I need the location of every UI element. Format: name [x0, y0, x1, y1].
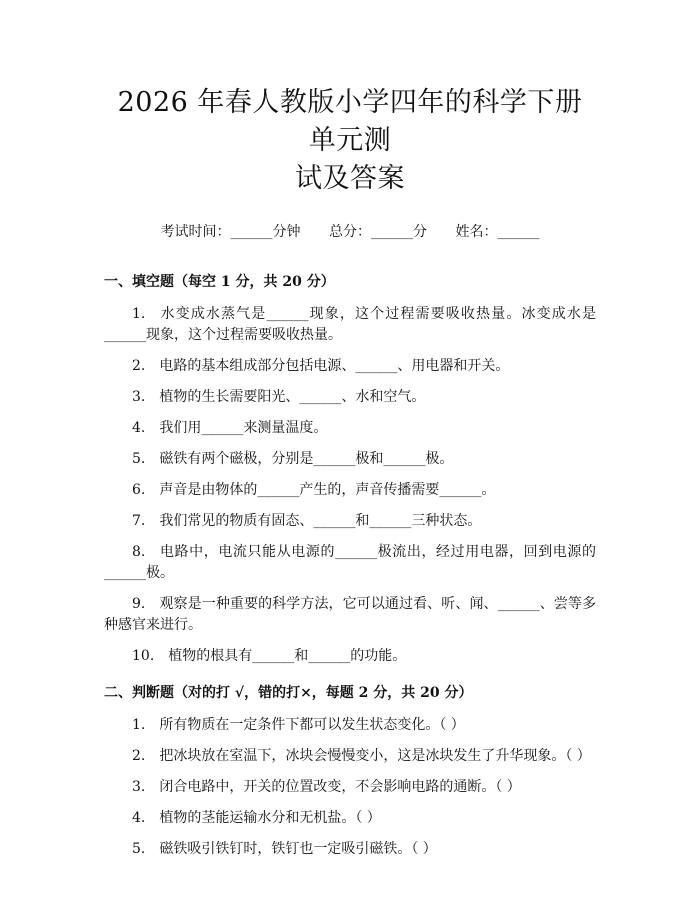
question-number: 2.: [132, 748, 146, 764]
question-text: 植物的根具有______和______的功能。: [168, 648, 407, 664]
question-number: 2.: [132, 358, 146, 374]
exam-meta: [104, 222, 596, 242]
question-text: 我们常见的物质有固态、______和______三种状态。: [159, 513, 482, 529]
question-number: 5.: [132, 841, 146, 857]
question-number: 1.: [132, 717, 146, 733]
question-item: [104, 808, 596, 829]
question-text: 声音是由物体的______产生的，声音传播需要______。: [159, 482, 496, 498]
section-true-false: [104, 683, 596, 860]
question-number: 4.: [132, 420, 146, 436]
question-list: [104, 304, 596, 667]
question-number: 4.: [132, 810, 146, 826]
exam-time-field: 考试时间：______分钟: [160, 224, 301, 240]
section-fill-in-blank: [104, 272, 596, 667]
question-item: [104, 777, 596, 798]
name-field: 姓名：______: [455, 224, 540, 240]
question-item: [104, 646, 596, 667]
question-text: 电路中，电流只能从电源的______极流出，经过用电器，回到电源的______极。: [104, 544, 596, 581]
question-list: [104, 715, 596, 860]
question-number: 9.: [132, 596, 146, 612]
question-number: 1.: [132, 306, 146, 322]
question-item: [104, 715, 596, 736]
question-number: 8.: [132, 544, 146, 560]
question-text: 磁铁吸引铁钉时，铁钉也一定吸引磁铁。（ ）: [159, 841, 437, 857]
title-line-1: 2026 年春人教版小学四年的科学下册单元测: [117, 87, 583, 156]
question-item: [104, 387, 596, 408]
section-heading: 二、判断题（对的打 √，错的打×，每题 2 分，共 20 分）: [104, 685, 473, 701]
question-number: 10.: [132, 648, 155, 664]
question-text: 观察是一种重要的科学方法，它可以通过看、听、闻、______、尝等多种感官来进行。: [104, 596, 596, 633]
question-item: [104, 542, 596, 584]
question-text: 所有物质在一定条件下都可以发生状态变化。（ ）: [159, 717, 465, 733]
question-item: [104, 839, 596, 860]
question-text: 我们用______来测量温度。: [159, 420, 328, 436]
question-number: 3.: [132, 779, 146, 795]
question-number: 5.: [132, 451, 146, 467]
question-number: 3.: [132, 389, 146, 405]
question-item: [104, 449, 596, 470]
question-item: [104, 480, 596, 501]
question-number: 6.: [132, 482, 146, 498]
question-item: [104, 356, 596, 377]
title-line-2: 试及答案: [295, 163, 405, 194]
question-item: [104, 746, 596, 767]
section-heading: 一、填空题（每空 1 分，共 20 分）: [104, 274, 335, 290]
question-text: 电路的基本组成部分包括电源、______、用电器和开关。: [159, 358, 510, 374]
question-item: [104, 511, 596, 532]
question-text: 把冰块放在室温下，冰块会慢慢变小，这是冰块发生了升华现象。（ ）: [159, 748, 591, 764]
question-item: [104, 418, 596, 439]
question-item: [104, 304, 596, 346]
total-score-field: 总分：______分: [329, 224, 427, 240]
question-number: 7.: [132, 513, 146, 529]
question-text: 水变成水蒸气是______现象，这个过程需要吸收热量。冰变成水是______现象，这个过程需要吸收热量。: [104, 306, 596, 343]
question-item: [104, 594, 596, 636]
question-text: 闭合电路中，开关的位置改变，不会影响电路的通断。（ ）: [159, 779, 521, 795]
question-text: 植物的生长需要阳光、______、水和空气。: [159, 389, 426, 405]
question-text: 植物的茎能运输水分和无机盐。（ ）: [159, 810, 381, 826]
question-text: 磁铁有两个磁极，分别是______极和______极。: [159, 451, 454, 467]
page-title: [104, 0, 596, 198]
